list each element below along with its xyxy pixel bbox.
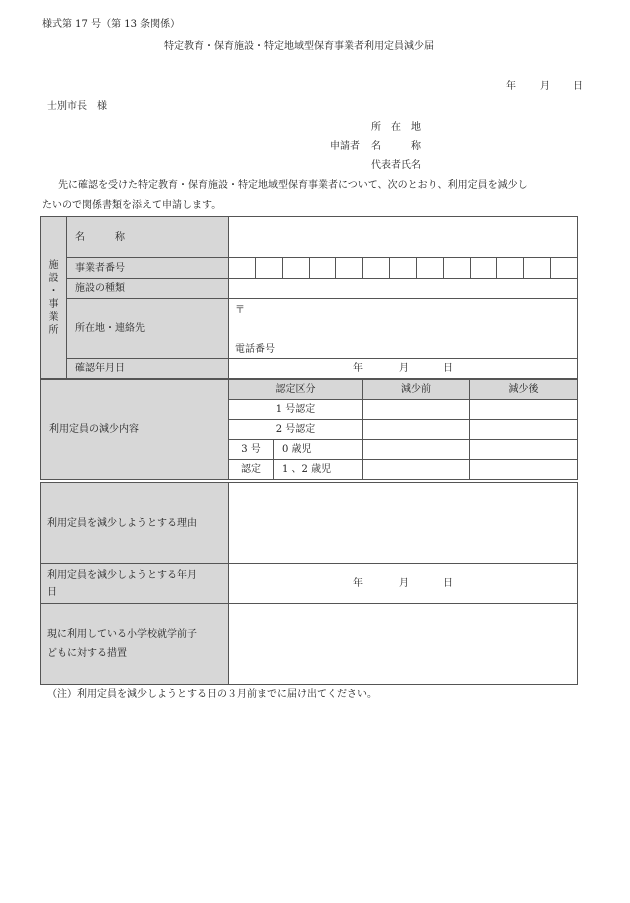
confirm-date-label: 確認年月日 <box>67 359 229 379</box>
confirm-date-field[interactable] <box>229 359 578 379</box>
facility-table <box>40 216 578 379</box>
address-contact-label: 所在地・連絡先 <box>67 299 229 359</box>
footnote: （注）利用定員を減少しようとする日の３月前までに届け出てください。 <box>47 689 377 700</box>
age-1-2-before[interactable] <box>363 460 470 480</box>
reason-field[interactable] <box>229 483 578 564</box>
operator-number-field[interactable] <box>229 258 578 279</box>
applicant-rep-label: 代表者氏名 <box>371 160 421 171</box>
date-day: 日 <box>573 81 583 92</box>
facility-name-label: 名 称 <box>67 217 229 258</box>
age-0: 0 歳児 <box>274 440 363 460</box>
category-1-before[interactable] <box>363 400 470 420</box>
header-before: 減少前 <box>363 380 470 400</box>
postal-mark: 〒 <box>235 305 245 316</box>
reduce-date-field[interactable] <box>229 564 578 604</box>
addressee: 士別市長 様 <box>47 101 107 112</box>
date-year: 年 <box>506 81 516 92</box>
confirm-date-year: 年 <box>353 363 363 374</box>
form-number: 様式第 17 号（第 13 条関係） <box>42 19 181 30</box>
measures-label: 現に利用している小学校就学前子 どもに対する措置 <box>41 604 229 685</box>
facility-group-label: 施 設 ・ 事 業 所 <box>41 217 67 379</box>
confirm-date-day: 日 <box>443 363 453 374</box>
phone-label: 電話番号 <box>235 344 275 355</box>
measures-field[interactable] <box>229 604 578 685</box>
age-1-2-after[interactable] <box>470 460 578 480</box>
applicant-name-label: 名 称 <box>371 141 421 152</box>
reason-label: 利用定員を減少しようとする理由 <box>41 483 229 564</box>
age-0-after[interactable] <box>470 440 578 460</box>
reduce-date-year: 年 <box>353 578 363 589</box>
age-0-before[interactable] <box>363 440 470 460</box>
address-contact-field[interactable] <box>229 299 578 359</box>
category-2-before[interactable] <box>363 420 470 440</box>
header-after: 減少後 <box>470 380 578 400</box>
page-title: 特定教育・保育施設・特定地域型保育事業者利用定員減少届 <box>164 41 434 52</box>
operator-number-label: 事業者番号 <box>67 258 229 279</box>
facility-name-field[interactable] <box>229 217 578 258</box>
category-2-after[interactable] <box>470 420 578 440</box>
reduction-table <box>40 379 578 480</box>
reduction-label: 利用定員の減少内容 <box>41 380 229 480</box>
header-category: 認定区分 <box>229 380 363 400</box>
facility-type-label: 施設の種類 <box>67 279 229 299</box>
category-1-after[interactable] <box>470 400 578 420</box>
intro-line-1: 先に確認を受けた特定教育・保育施設・特定地域型保育事業者について、次のとおり、利用定員を減少し <box>58 180 528 191</box>
facility-type-field[interactable] <box>229 279 578 299</box>
reduce-date-day: 日 <box>443 578 453 589</box>
category-3-bottom: 認定 <box>229 460 274 480</box>
reduce-date-label: 利用定員を減少しようとする年月 日 <box>41 564 229 604</box>
category-3-top: 3 号 <box>229 440 274 460</box>
category-2: 2 号認定 <box>229 420 363 440</box>
applicant-prefix: 申請者 <box>330 141 360 152</box>
details-table <box>40 482 578 685</box>
confirm-date-month: 月 <box>399 363 409 374</box>
date-month: 月 <box>540 81 550 92</box>
applicant-address-label: 所 在 地 <box>371 122 421 133</box>
category-1: 1 号認定 <box>229 400 363 420</box>
intro-line-2: たいので関係書類を添えて申請します。 <box>42 200 222 211</box>
age-1-2: 1 、2 歳児 <box>274 460 363 480</box>
reduce-date-month: 月 <box>399 578 409 589</box>
